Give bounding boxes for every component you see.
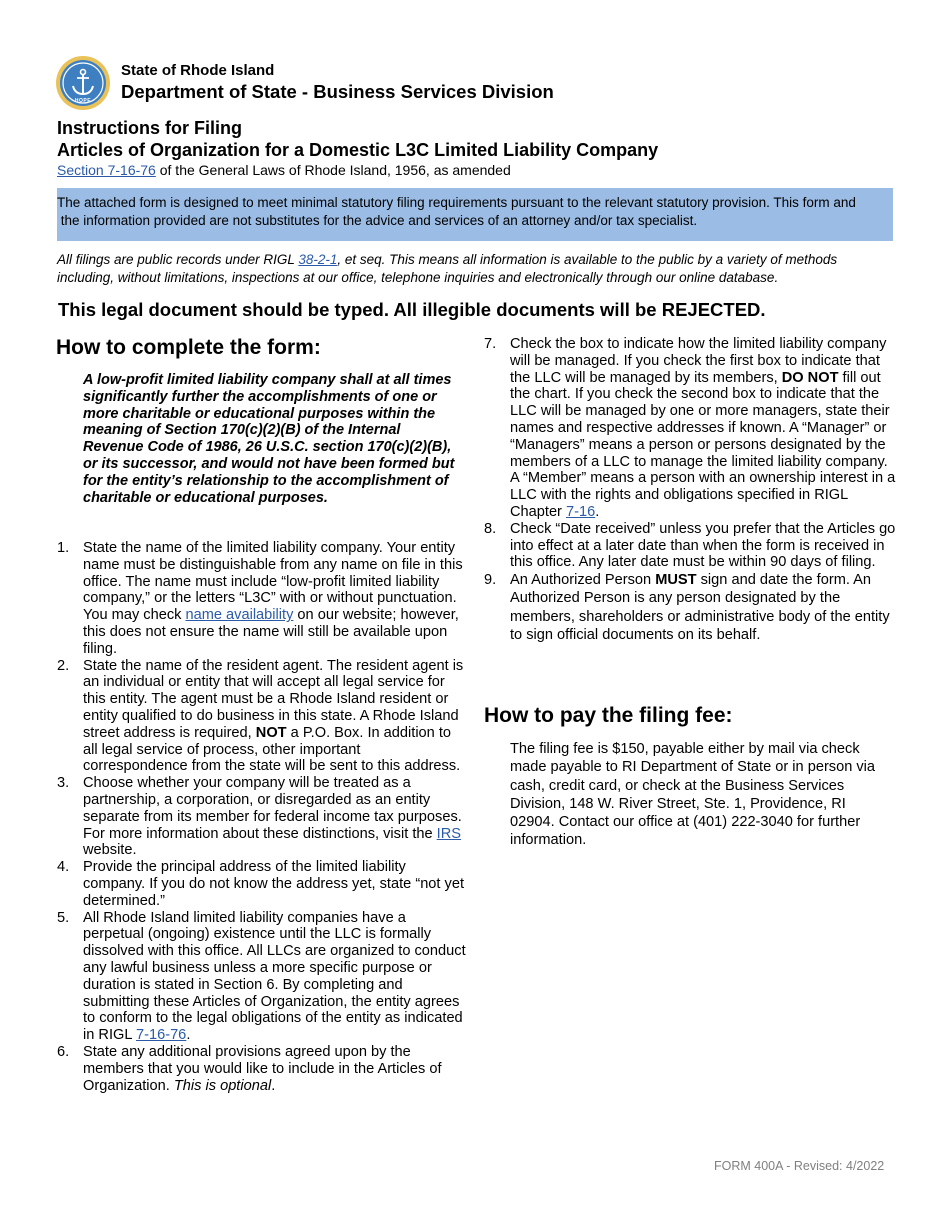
step-text: Check “Date received” unless you prefer that the Articles go into effect at a later date than when the form is received in this office. Any later date must be within 90 days of filing. — [510, 520, 896, 571]
step-text: fill out the chart. If you check the second box to indicate that the LLC will be managed by one or more managers, state their names and respective addresses if known. A “Manager” or “Managers” means a person or persons designated by the members of a LLC to manage the limited liability company. A “Member” means a person with an ownership interest in a LLC with the rights and obligations specified in RIGL Chapter — [510, 369, 896, 520]
step-6 — [57, 1044, 469, 1094]
step-number: 9. — [484, 572, 497, 589]
step-emphasis: MUST — [655, 572, 697, 589]
department-name: Department of State - Business Services Division — [121, 81, 554, 102]
rigl-7-16-76-link[interactable]: 7-16-76 — [136, 1027, 187, 1044]
step-text: An Authorized Person — [510, 572, 656, 589]
rigl-7-16-link[interactable]: 7-16 — [565, 503, 596, 520]
step-number: 7. — [484, 336, 497, 352]
statute-rest: of the General Laws of Rhode Island, 1956, as amended — [155, 162, 511, 178]
rigl-38-2-1-link[interactable]: 38-2-1 — [298, 252, 338, 267]
disclaimer-line-2: the information provided are not substitutes for the advice and services of an attorney and/or tax specialist. — [57, 212, 698, 228]
step-number: 2. — [57, 657, 70, 674]
step-text: . — [271, 1077, 276, 1094]
instruction-steps-left — [57, 540, 469, 1094]
public-records-text: All filings are public records under RIGL — [57, 252, 299, 267]
step-1 — [57, 540, 469, 658]
instruction-steps-right — [484, 336, 896, 644]
filing-fee-text: The filing fee is $150, payable either by mail via check made payable to RI Department of State or in person via cash, credit card, or check at the Business Services Division, 148 W. River Street, Ste. 1, Providence, RI 02904. Contact our office at (401) 222-3040 for further information. — [510, 741, 876, 849]
step-text: State the name of the resident agent. The resident agent is an individual or entity that will accept all legal service for this entity. The agent must be a Rhode Island resident or entity qualified to do business in this state. A Rhode Island street address is required, — [83, 657, 464, 741]
step-7 — [484, 336, 896, 521]
step-text: Provide the principal address of the limited liability company. If you do not know the address yet, state “not yet determined.” — [83, 859, 464, 909]
step-text: Check the box to indicate how the limited liability company will be managed. If you check the first box to indicate that the LLC will be managed by its members, — [510, 336, 887, 386]
step-text: sign and date the form. An Authorized Person is any person designated by the members, shareholders or administrative body of the entity to sign official documents on its behalf. — [510, 572, 890, 644]
step-text: State any additional provisions agreed upon by the members that you would like to include in the Articles of Organization. — [83, 1043, 442, 1094]
step-number: 3. — [57, 775, 70, 792]
step-8 — [484, 521, 896, 571]
step-number: 6. — [57, 1043, 70, 1060]
step-emphasis: NOT — [255, 724, 287, 741]
how-to-pay-heading: How to pay the filing fee: — [484, 704, 733, 727]
public-records-notice — [57, 251, 897, 286]
step-number: 5. — [57, 909, 70, 926]
typed-notice: This legal document should be typed. All illegible documents will be REJECTED. — [58, 299, 766, 320]
step-text: on our website; however, this does not ensure the name will still be available upon filing. — [83, 607, 459, 657]
state-name: State of Rhode Island — [121, 62, 275, 79]
step-text: . — [595, 503, 600, 520]
step-text: . — [186, 1027, 191, 1044]
public-records-text-rest: , et seq. This means all information is available to the public by a variety of methods including, without limitations, inspections at our office, telephone inquiries and electronically through our online database. — [57, 252, 838, 285]
disclaimer-line-1: The attached form is designed to meet minimal statutory filing requirements pursuant to the relevant statutory provision. This form and — [57, 195, 856, 210]
statute-link[interactable]: Section 7-16-76 — [57, 162, 156, 178]
step-text: a P.O. Box. In addition to all legal service of process, other important correspondence from the state will be sent to this address. — [83, 724, 461, 775]
seal-hope-text: HOPE — [74, 98, 92, 104]
step-text: Choose whether your company will be treated as a partnership, a corporation, or disregarded as an entity separate from its member for federal income tax purposes. For more information about these distinctions, visit the — [83, 775, 462, 842]
step-9 — [484, 571, 896, 644]
optional-note: This is optional — [173, 1077, 272, 1094]
name-availability-link[interactable]: name availability — [185, 607, 294, 624]
how-to-complete-heading: How to complete the form: — [56, 336, 321, 359]
articles-title: Articles of Organization for a Domestic L3C Limited Liability Company — [57, 140, 659, 160]
step-number: 8. — [484, 520, 497, 537]
state-seal-logo — [56, 56, 110, 110]
step-number: 4. — [57, 859, 70, 876]
step-4 — [57, 859, 469, 909]
step-3 — [57, 775, 469, 859]
step-2 — [57, 658, 469, 776]
step-number: 1. — [57, 540, 70, 556]
step-text: All Rhode Island limited liability companies have a perpetual (ongoing) existence until the LLC is formally dissolved with this office. All LLCs are organized to conduct any lawful business unless a more specific purpose or duration is stated in Section 6. By completing and submitting these Articles of Organization, the entity agrees to conform to the legal obligations of the entity as indicated in RIGL — [83, 909, 466, 1044]
statute-line — [57, 162, 511, 178]
disclaimer-banner — [57, 188, 893, 241]
step-text: website. — [83, 842, 137, 859]
form-revision-footer: FORM 400A - Revised: 4/2022 — [714, 1159, 885, 1173]
step-emphasis: DO NOT — [781, 369, 839, 386]
l3c-definition: A low-profit limited liability company shall at all times significantly further the accomplishments of one or more charitable or educational purposes within the meaning of Section 170(c)(2)(B) of the Internal Revenue Code of 1986, 26 U.S.C. section 170(c)(2)(B), or its successor, and would not have been formed but for the entity’s relationship to the accomplishment of charitable or educational purposes. — [83, 372, 455, 506]
step-text: State the name of the limited liability company. Your entity name must be distinguishable from any name on file in this office. The name must include “low-profit limited liability company,” or the letters “L3C” with or without punctuation. You may check — [83, 540, 463, 624]
irs-link[interactable]: IRS — [436, 825, 461, 842]
step-5 — [57, 910, 469, 1044]
instructions-title: Instructions for Filing — [57, 118, 242, 138]
